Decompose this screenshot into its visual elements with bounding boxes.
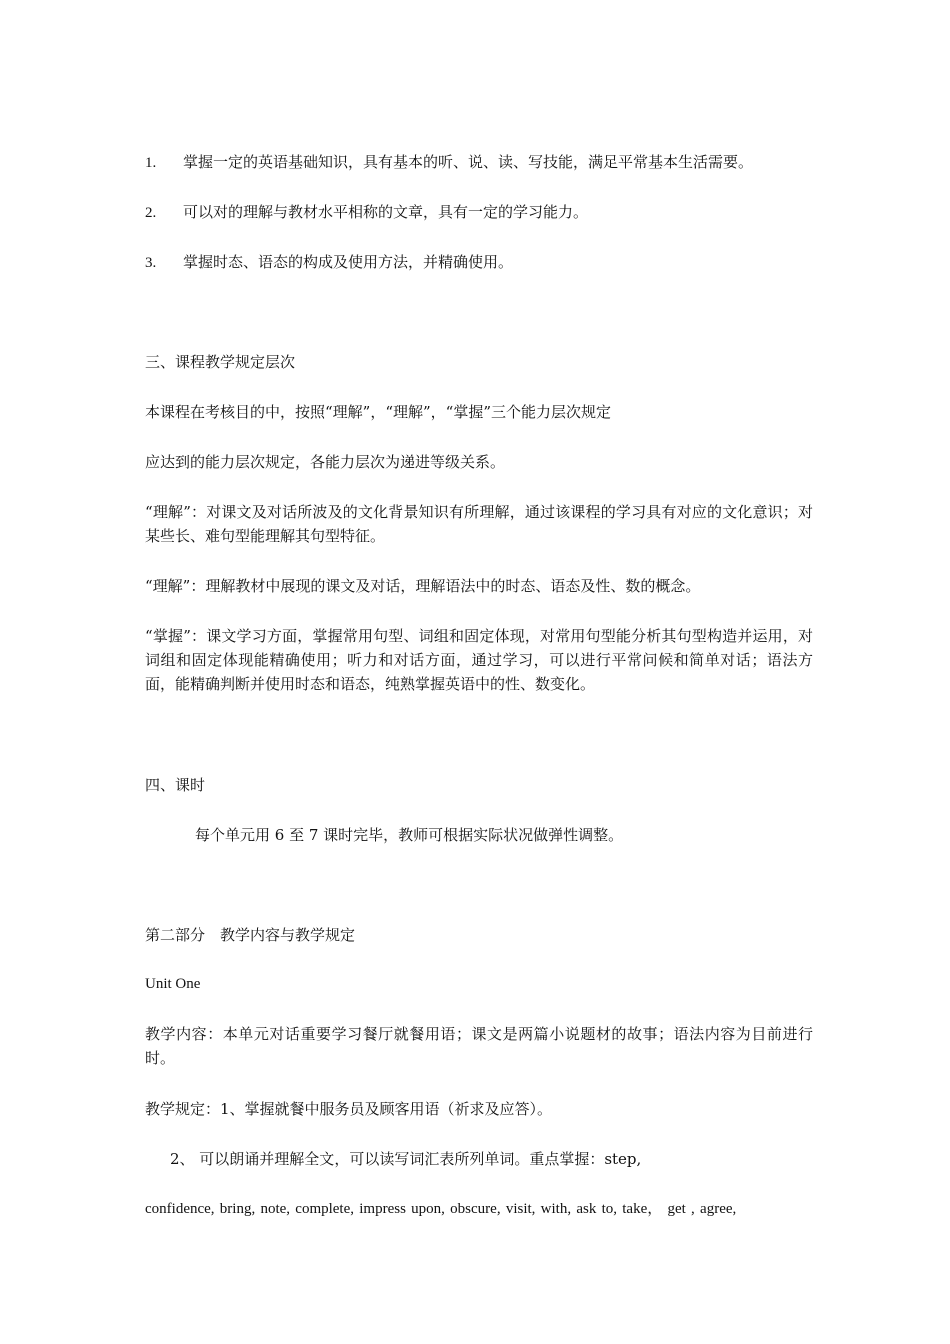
definition-understand-2: “理解”：理解教材中展现的课文及对话，理解语法中的时态、语态及性、数的概念。 [145,577,701,595]
section3-intro-line2: 应达到的能力层次规定，各能力层次为递进等级关系。 [145,453,506,471]
definition-master: “掌握”：课文学习方面，掌握常用句型、词组和固定体现，对常用句型能分析其句型构造并运用，对词组和固定体现能精确使用；听力和对话方面，通过学习，可以进行平常问候和简单对话；语法方面，能精确判断并使用时态和语态，纯熟掌握英语中的性、数变化。 [145,627,813,693]
list-item-2 [145,200,588,225]
list-text: 掌握一定的英语基础知识，具有基本的听、说、读、写技能，满足平常基本生活需要。 [183,153,754,171]
section3-heading: 三、课程教学规定层次 [145,353,296,371]
section3-intro-line1: 本课程在考核目的中，按照“理解”，“理解”，“掌握”三个能力层次规定 [145,403,612,421]
list-number: 2. [145,205,157,221]
list-item-3 [145,250,513,275]
teaching-requirement-1: 教学规定：1、掌握就餐中服务员及顾客用语（祈求及应答）。 [145,1100,553,1118]
list-number: 3. [145,255,157,271]
part2-heading: 第二部分 教学内容与教学规定 [145,926,356,944]
unit-title: Unit One [145,976,201,992]
section4-heading: 四、课时 [145,776,206,794]
definition-understand-1: “理解”：对课文及对话所波及的文化背景知识有所理解，通过该课程的学习具有对应的文化意识；对某些长、难句型能理解其句型特征。 [145,503,813,545]
key-words-line: confidence, bring, note, complete, impress upon, obscure, visit, with, ask to, take， get , agree, [145,1201,737,1217]
list-item-1 [145,150,753,175]
list-number: 1. [145,155,157,171]
teaching-content: 教学内容：本单元对话重要学习餐厅就餐用语；课文是两篇小说题材的故事；语法内容为目前进行时。 [145,1025,813,1067]
section4-body: 每个单元用 6 至 7 课时完毕，教师可根据实际状况做弹性调整。 [195,826,624,844]
list-text: 可以对的理解与教材水平相称的文章，具有一定的学习能力。 [183,203,589,221]
teaching-requirement-2: 2、 可以朗诵并理解全文，可以读写词汇表所列单词。重点掌握：step, [170,1150,642,1168]
list-text: 掌握时态、语态的构成及使用方法，并精确使用。 [183,253,514,271]
